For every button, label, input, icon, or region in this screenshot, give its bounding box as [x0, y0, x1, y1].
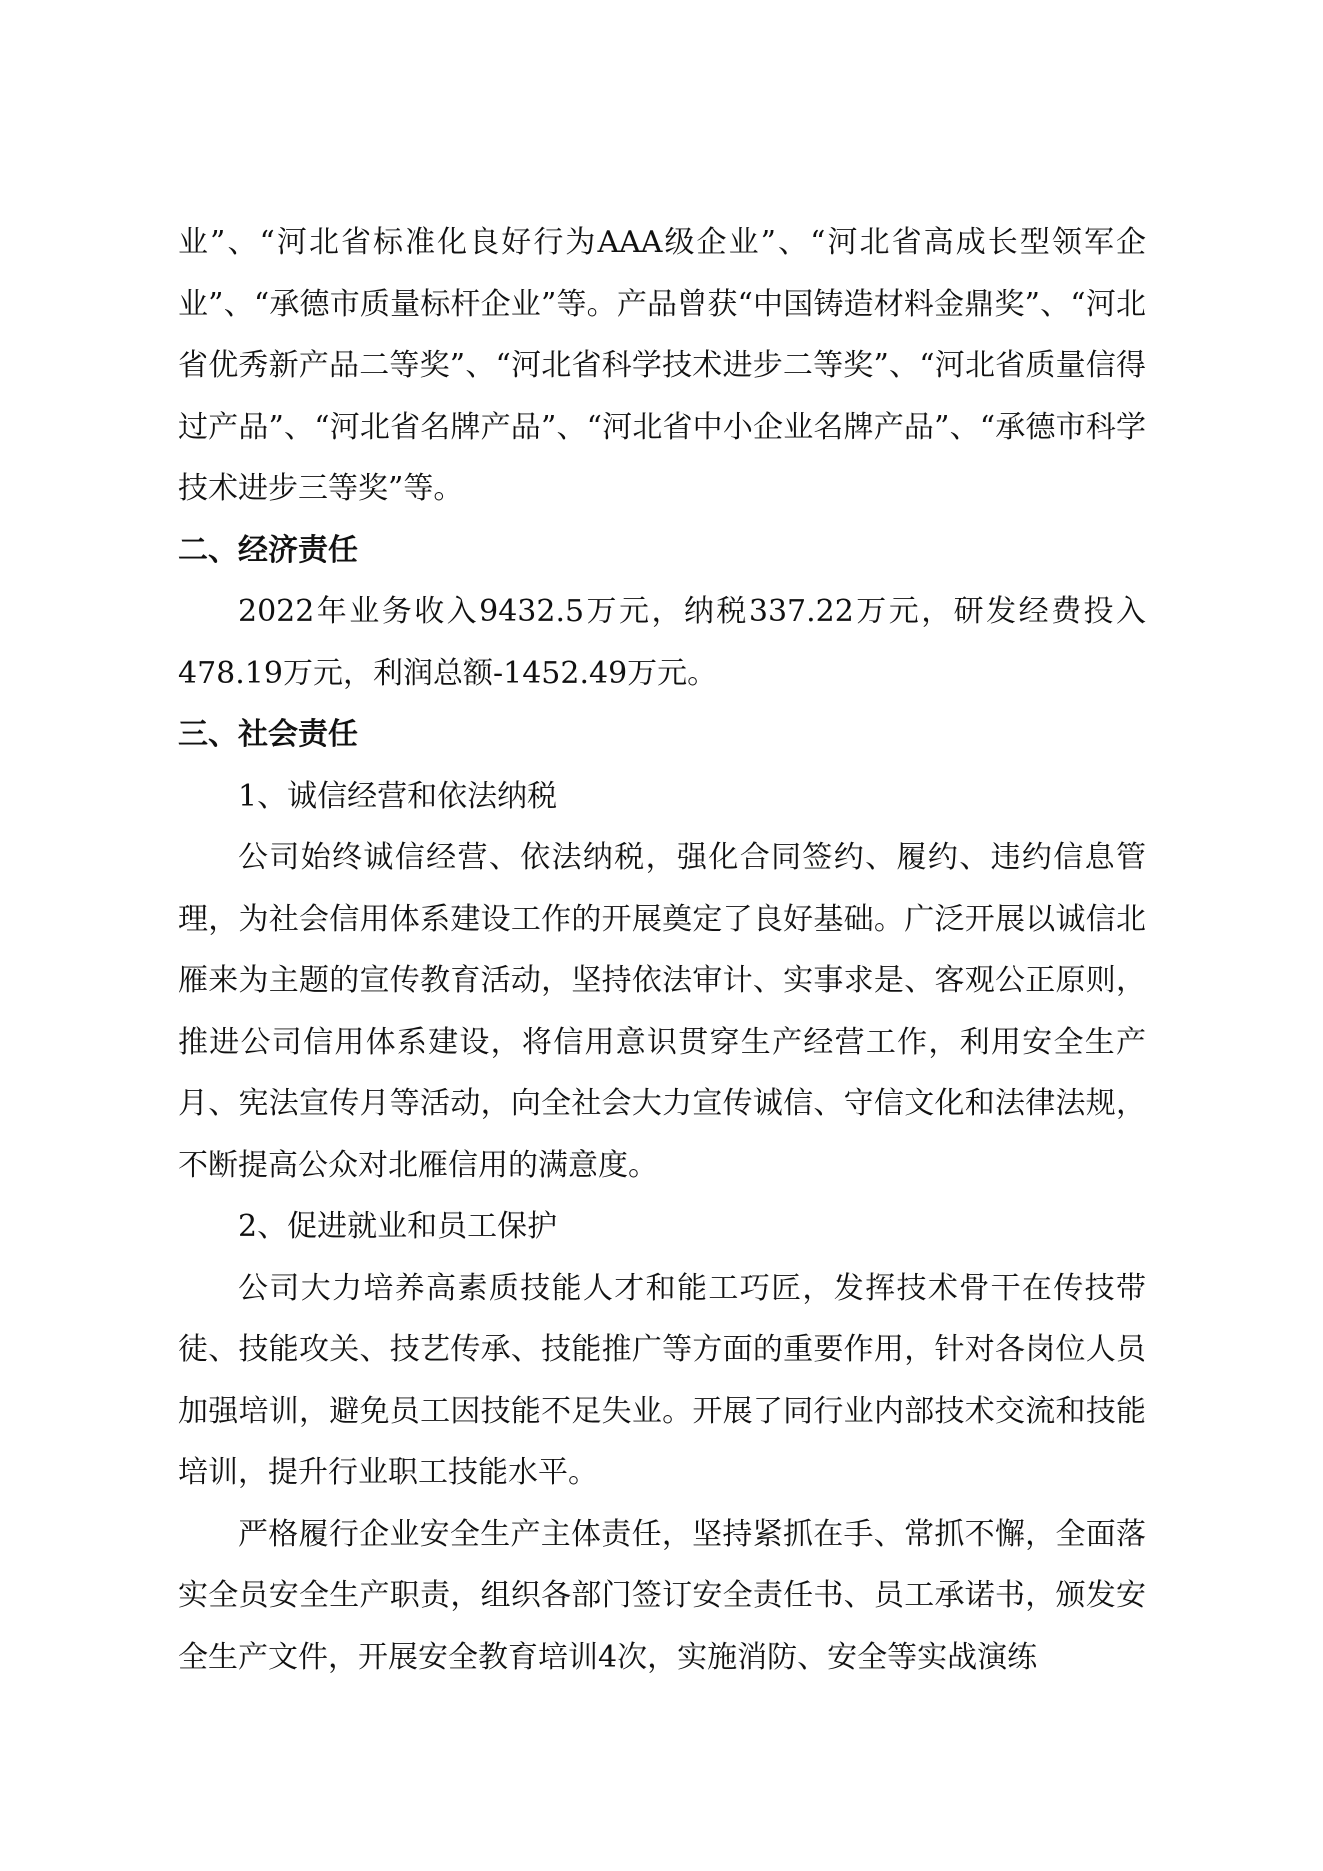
subheading-employment-protection: 2、促进就业和员工保护 — [238, 1209, 558, 1244]
heading-social-responsibility: 三、社会责任 — [178, 717, 358, 752]
paragraph-economic-figures: 2022年业务收入9432.5万元，纳税337.22万元，研发经费投入478.19万元，利润总额-1452.49万元。 — [178, 594, 1146, 691]
subheading-integrity-tax: 1、诚信经营和依法纳税 — [238, 778, 558, 814]
paragraph-safety-production: 严格履行企业安全生产主体责任，坚持紧抓在手、常抓不懈，全面落实全员安全生产职责，组织各部门签订安全责任书、员工承诺书，颁发安全生产文件，开展安全教育培训4次，实施消防、安全等实战演练 — [178, 1516, 1146, 1675]
paragraph-skills-training: 公司大力培养高素质技能人才和能工巧匠，发挥技术骨干在传技带徒、技能攻关、技艺传承、技能推广等方面的重要作用，针对各岗位人员加强培训，避免员工因技能不足失业。开展了同行业内部技术交流和技能培训，提升行业职工技能水平。 — [178, 1270, 1146, 1490]
paragraph-integrity-tax: 公司始终诚信经营、依法纳税，强化合同签约、履约、违约信息管理，为社会信用体系建设工作的开展奠定了良好基础。广泛开展以诚信北雁来为主题的宣传教育活动，坚持依法审计、实事求是、客观公正原则，推进公司信用体系建设，将信用意识贯穿生产经营工作，利用安全生产月、宪法宣传月等活动，向全社会大力宣传诚信、守信文化和法律法规，不断提高公众对北雁信用的满意度。 — [178, 840, 1146, 1183]
heading-economic-responsibility: 二、经济责任 — [178, 532, 358, 568]
paragraph-honors: 业”、“河北省标准化良好行为AAA级企业”、“河北省高成长型领军企业”、“承德市质量标杆企业”等。产品曾获“中国铸造材料金鼎奖”、“河北省优秀新产品二等奖”、“河北省科学技术进步二等奖”、“河北省质量信得过产品”、“河北省名牌产品”、“河北省中小企业名牌产品”、“承德市科学技术进步三等奖”等。 — [178, 225, 1146, 506]
document-page — [178, 212, 1146, 1688]
